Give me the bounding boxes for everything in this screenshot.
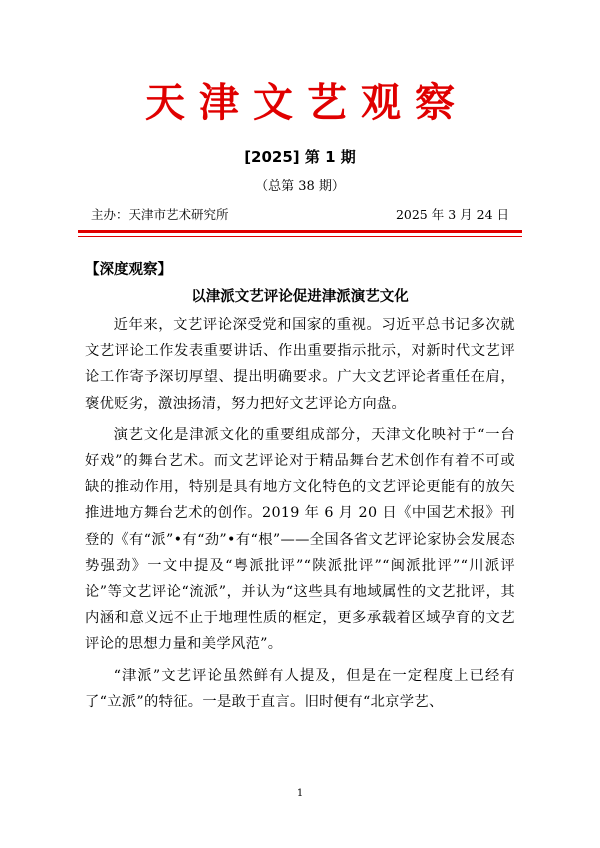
sponsor-line: 主办：天津市艺术研究所 — [91, 207, 229, 222]
section-label: 【深度观察】 — [85, 262, 172, 278]
article-body — [85, 312, 515, 720]
article-title: 以津派文艺评论促进津派演艺文化 — [191, 289, 409, 305]
header-divider-thick — [78, 230, 522, 233]
header-divider-thin — [78, 236, 522, 237]
issue-number: [2025] 第 1 期 — [244, 148, 356, 166]
article-paragraph: “津派”文艺评论虽然鲜有人提及，但是在一定程度上已经有了“立派”的特征。一是敢于直言。旧时便有“北京学艺、 — [85, 667, 515, 710]
publication-date: 2025 年 3 月 24 日 — [395, 207, 509, 222]
article-paragraph: 演艺文化是津派文化的重要组成部分，天津文化映衬于“一台好戏”的舞台艺术。而文艺评论对于精品舞台艺术创作有着不可或缺的推动作用，特别是具有地方文化特色的文艺评论更能有的放矢推进地方舞台艺术的创作。2019 年 6 月 20 日《中国艺术报》刊登的《有“派”•有“劲”•有“根”——全国各省文艺评论家协会发展态势强劲》一文中提及“粤派批评”“陕派批评”“闽派批评”“川派评论”等文艺评论“流派”，并认为“这些具有地域属性的文艺批评，其内涵和意义远不止于地理性质的框定，更多承载着区域孕育的文艺评论的思想力量和美学风范”。 — [85, 426, 515, 653]
article-paragraph: 近年来，文艺评论深受党和国家的重视。习近平总书记多次就文艺评论工作发表重要讲话、作出重要指示批示，对新时代文艺评论工作寄予深切厚望、提出明确要求。广大文艺评论者重任在肩，褒优贬劣，激浊扬清，努力把好文艺评论方向盘。 — [85, 317, 515, 412]
total-issue-number: （总第 38 期） — [255, 179, 345, 194]
page-number: 1 — [296, 788, 304, 799]
masthead-title: 天津文艺观察 — [145, 79, 469, 126]
